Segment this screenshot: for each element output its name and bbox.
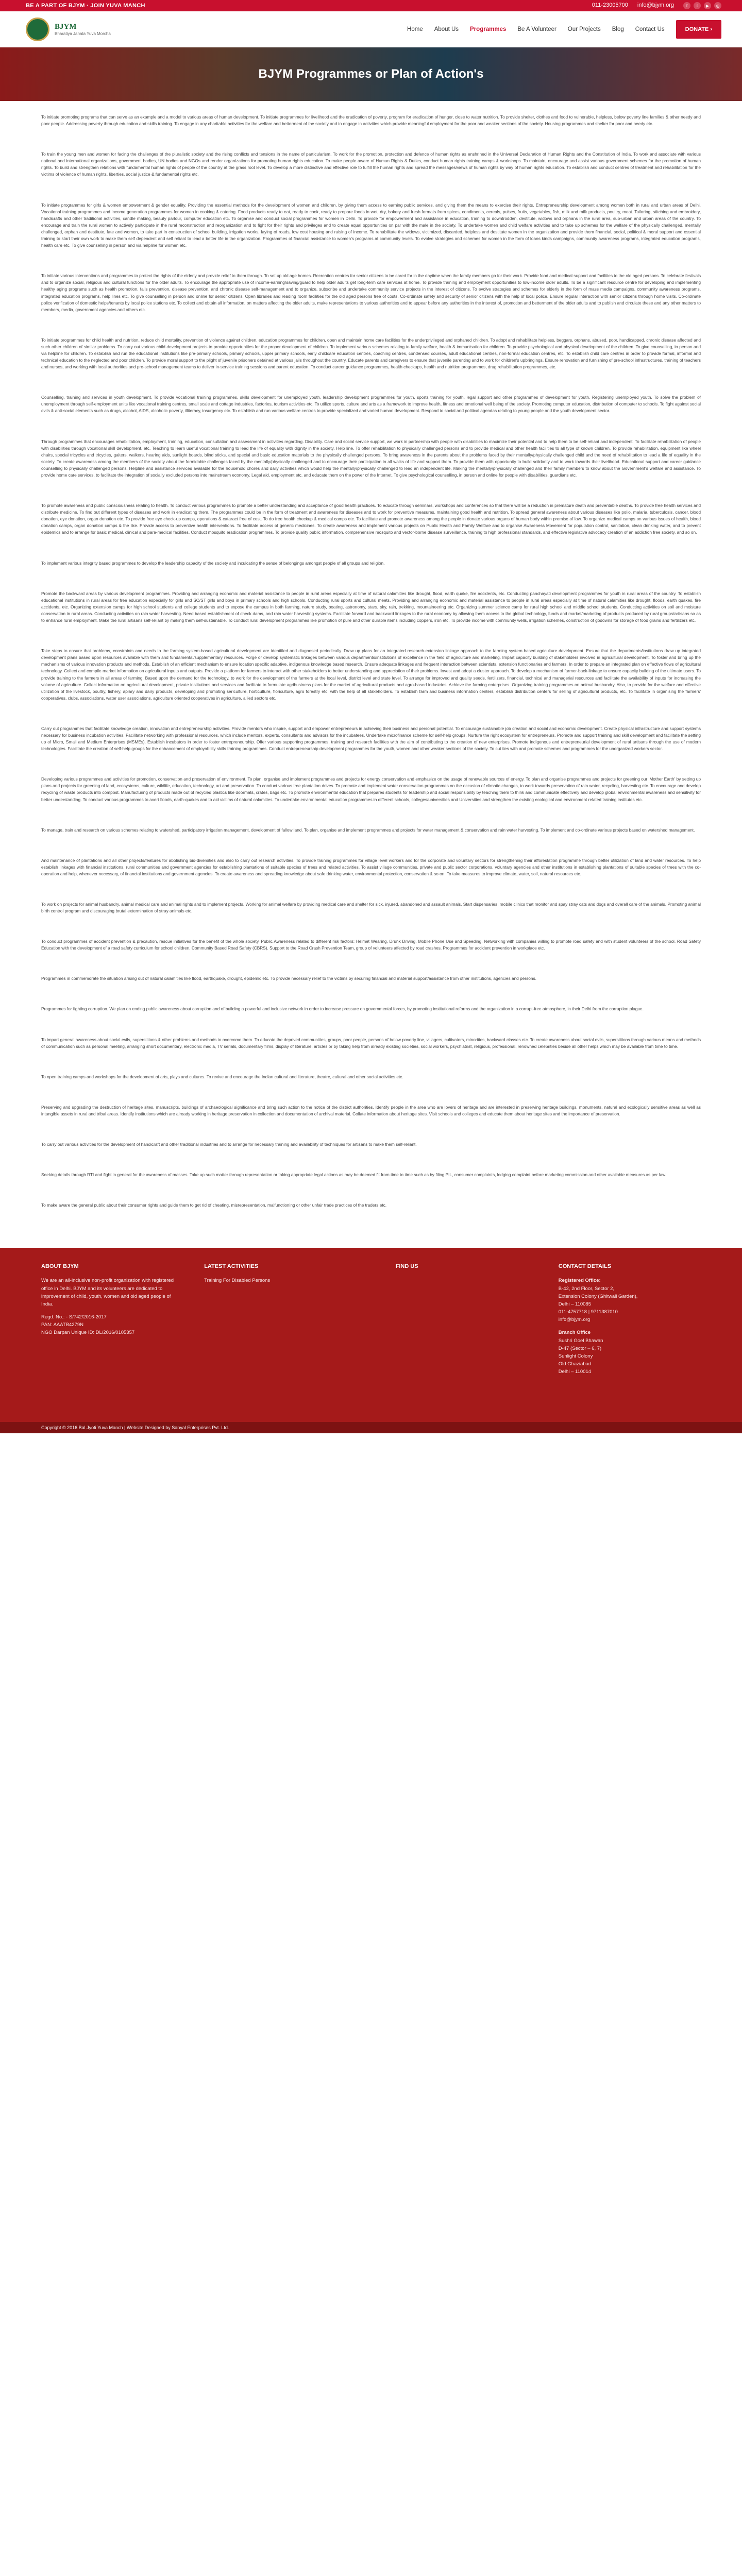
- nav-home[interactable]: Home: [407, 26, 423, 32]
- top-contact: [592, 2, 721, 9]
- nav-blog[interactable]: Blog: [612, 26, 624, 32]
- programme-paragraph: Through programmes that encourages rehabilitation, employment, training, education, consultation and assessment in activities regarding. Disability. Care and social service support, we work in partnership with people with disabilities to maximize their potential and to help them to be self-reliant and independent. To facilitate rehabilitation of people with disabilities through vocational skill development, etc. Teaching to learn useful vocational training to lead the life of equality with dignity in the society. Help line. To offer rehabilitation to physically challenged persons and to provide medical and other health facilities to all type of known children. To provide rehabilitation, equipment like wheel chairs, special tricycles and tricycles, gaiters, walkers, hearing aids, sunlight boards, blind sticks, and special and basic education materials to the physically challenged persons. To bring awareness in the parents about the problems faced by their mentally/physically challenged child and the need of rehabilitation to lead a life of equality in the society. To create awareness among the members of the society about the formidable challenges faced by the mentally/physically challenged and to encourage their participation in all walks of life and support them. To provide them with opportunity to build solidarity and to work towards their livelihood. Educational support and career guidance counselling to physically challenged persons. Helpline and assistance services available for the household chores and daily activities which would help the mentally/physically challenged to lead an independent life. Making the mentally/physically challenged and their family members to know about the Government's welfare and assistance. To provide home care services, to facilitate the integration of socially excluded persons into mainstream economy. Legal aid, employment etc. and educate them on the power of the Internet. To give psychological counselling, in person and online for people with disabilities, guardians etc.: [41, 438, 701, 478]
- nav-projects[interactable]: Our Projects: [567, 26, 601, 32]
- logo-seal-icon: [26, 18, 49, 41]
- programme-paragraph: To train the young men and women for facing the challenges of the pluralistic society and the rising conflicts and tensions in the name of particularism. To work for the promotion, protection and defence of human rights as enshrined in the Universal Declaration of Human Rights and the Constitution of India. To work and associate with various national and international organizations, government bodies, UN bodies and NGOs and render organizations for promoting human rights education. To make people aware of Human Rights & Duties, conduct human rights training camps & workshops. To maintain, encourage and assist various government schemes for the promotion of human rights. To build and strengthen relations with fundamental human rights of people of the country at the grass root level. To develop a more distinctive and effective role to fulfill the human rights and spread the messages/views of human rights by way of human rights education. To establish and conduct centres of treatment and rehabilitation for the victims of violence of human rights, liberties, social justice & fundamental rights etc.: [41, 151, 701, 177]
- top-tagline: BE A PART OF BJYM · JOIN YUVA MANCH: [26, 3, 145, 9]
- top-bar: [0, 0, 742, 11]
- footer-branch-line: Old Ghaziabad: [558, 1361, 592, 1367]
- page-title: BJYM Programmes or Plan of Action's: [258, 67, 484, 81]
- logo-subtitle: Bharatiya Janata Yuva Morcha: [55, 31, 111, 36]
- programme-paragraph: To initiate programmes for child health and nutrition, reduce child mortality, prevention of violence against children, education programmes for children, open and maintain home care facilities for the underprivileged and orphaned children. To adopt and rehabilitate helpless, beggars, orphans, abused, poor, handicapped, chronic disease affected and such other children of similar problems. To carry out various child development projects to provide opportunities for the proper development of children. To implement various schemes relating to family welfare, health & immunisation for children. To provide psychological and physical development of the children. To give counselling, in person and via helpline for children. To establish and run the educational institutions like pre-primary schools, primary schools, upper primary schools, early childcare education centres, coaching centres, condensed courses, adult educational centres, non-formal education centres, etc. To establish child care centres in order to provide formal, informal and technical education to the neglected and poor children. To provide moral support to the plight of juvenile prisoners detained at various jails throughout the country. Educate parents and caregivers to ensure that juvenile parenting and to work for children's upbringings. Ensure renovation and furnishing of pre-school infrastructures, training of teachers and nurses, and working with local authorities and pre-school management teams to deliver in-service training sessions and parent education. To conduct career guidance programmes, health checkups, health and nutrition programmes, drug rehabilitation programmes, etc.: [41, 337, 701, 370]
- site-footer: [0, 1248, 742, 1422]
- programme-paragraph: To initiate promoting programs that can serve as an example and a model to various areas of human development. To initiate programmes for livelihood and the eradication of poverty, program for eradication of hunger, close to water nutrition. To provide shelter, clothes and food to vulnerable, helpless, below poverty line families & other needy and poor people. Addressing poverty through education and skills training. To engage in any charitable activities for the welfare and betterment of the society and to engage in activities which provide meaningful employment for the poor and weaker sections of the society. Housing programmes and shelter for poor and needy etc.: [41, 114, 701, 127]
- main-nav: [407, 20, 721, 39]
- footer-about-heading: ABOUT BJYM: [41, 1263, 79, 1270]
- programme-paragraph: Programmes for fighting corruption. We plan on ending public awareness about corruption and of building a powerful and inclusive network in order to increase pressure on governmental forces, by promoting institutional reforms and the organization in a corrupt-free atmosphere, in their Delhi from the corruption plague.: [41, 1006, 644, 1012]
- instagram-icon[interactable]: ◎: [714, 2, 721, 9]
- top-phone[interactable]: 011-23005700: [592, 2, 628, 8]
- programme-paragraph: To work on projects for animal husbandry, animal medical care and animal rights and to implement projects. Working for animal welfare by providing medical care and shelter for sick, injured, abandoned and assault animals. Start dispensaries, mobile clinics that monitor and spay stray cats and dogs and overall care of the animals. Promoting animal birth control program and discouraging brutal extermination of stray animals etc.: [41, 902, 701, 914]
- copyright-bar: [0, 1422, 742, 1433]
- footer-find-heading: FIND US: [395, 1263, 418, 1270]
- programme-paragraph: To carry out various activities for the development of handicraft and other traditional industries and to arrange for necessary training and availability of techniques for artisans to make them self-reliant.: [41, 1142, 417, 1147]
- nav-volunteer[interactable]: Be A Volunteer: [517, 26, 556, 32]
- twitter-icon[interactable]: t: [694, 2, 701, 9]
- nav-contact[interactable]: Contact Us: [635, 26, 665, 32]
- footer-phones[interactable]: 011-4757718 | 9711387010: [558, 1309, 618, 1315]
- footer-find: [396, 1263, 538, 1412]
- footer-news-item[interactable]: Training For Disabled Persons: [204, 1278, 271, 1284]
- top-email[interactable]: info@bjym.org: [637, 2, 674, 8]
- youtube-icon[interactable]: ▶: [704, 2, 711, 9]
- programme-paragraph: To implement various integrity based programmes to develop the leadership capacity of the society and inculcating the sense of belongings amongst people of all groups and religion.: [41, 560, 385, 566]
- footer-reg-line: Extension Colony (Ghitwali Garden),: [558, 1293, 638, 1299]
- programme-paragraph: Promote the backward areas by various development programmes. Providing and arranging economic and material assistance to people in rural areas especially at time of natural calamities like drought, flood, earth quake, fire accidents, etc. Conducting panchayati development programmes for youth in rural areas of the country. To establish educational institutions in rural areas for free education especially for girls and SC/ST girls and boys in primary schools and high schools. Conducting rural sports and cultural meets. Providing and arranging economic and material assistance to people in rural areas especially at time of natural calamities like drought, floods, earth quakes, fire accidents, etc. Organizing extension camps for high school students and college students and to expose the campus in both farming, nature study, boating, astronomy, stars, sky, rain, trekking, mountaineering etc. Organizing summer science camp for rural high school and middle school students. Conducting activities on soil and moisture conservation in rural areas. Conducting activities on rain water harvesting. Need based establishment of check dams, and rain water harvesting systems. Facilitate forward and backward linkages to the rural economy by allowing them access to the global technology, funds and market/marketing of products produced by rural groups/artisans so as to enhance rural employment. Make the rural artisans self-reliant by making them self-sustainable. To conduct rural development programmes like promotion of pure and other durable items including coppers, iron etc. To provide income with community wells, irrigation schemes, construction of godowns for storage of food grains and fertilizers etc.: [41, 590, 701, 623]
- footer-reg-no: Regd. No.: - S/742/2016-2017: [41, 1314, 107, 1320]
- footer-reg-line: Delhi – 110085: [558, 1301, 592, 1307]
- footer-email[interactable]: info@bjym.org: [558, 1317, 591, 1323]
- programme-paragraph: To promote awareness and public consciousness relating to health. To conduct various programmes to promote a better understanding and acceptance of good health practices. To educate through seminars, workshops and conferences so that there will be a reduction in premature death and preventable deaths. To provide free health services and distribute medicine. To find out different types of diseases and work in eradicating them. The programmes could be in the form of treatment and awareness for diseases and to work for preventive measures, maintaining good health and nutrition. To spread general awareness about various diseases like polio, malaria, tuberculosis, cancer, blood donation, eye donation, organ donation etc. To provide free eye check-up camps, operations & cataract free of cost. To do free health checkup & medical camps etc. To facilitate and promote awareness among the people in donate various organs of human body within premise of law. To organize medical camps on various issues of health, blood donation camps, organ donation camps & the like. Provide access to preventive health interventions. To facilitate access of generic medicines. To create awareness and implement various projects on Public Health and Family Welfare and to organise Awareness Movement for population control, sanitation, clean drinking water, and to prevent epidemics and to arrange for basic medical, clinical and para-medical facilities. Conduct mosquito eradication programmes. To provide quality public information, comprehensive mosquito and vector-borne disease surveillance, training to high professional standards, and effective legislative advocacy creation of an addiction free society, and so on.: [41, 503, 701, 535]
- site-logo[interactable]: [26, 18, 111, 41]
- footer-contact: [559, 1263, 701, 1412]
- footer-contact-heading: CONTACT DETAILS: [558, 1263, 612, 1270]
- social-links: [683, 2, 721, 9]
- donate-button[interactable]: DONATE ›: [676, 20, 721, 39]
- footer-branch-line: Sunlight Colony: [558, 1353, 593, 1359]
- footer-news-heading: LATEST ACTIVITIES: [204, 1263, 259, 1270]
- programme-paragraph: To open training camps and workshops for the development of arts, plays and cultures. To revive and encourage the Indian cultural and literature, theatre, cultural and other social activities etc.: [41, 1074, 403, 1079]
- footer-about: [41, 1263, 183, 1412]
- logo-title: BJYM: [55, 22, 77, 31]
- programme-paragraph: To initiate various interventions and programmes to protect the rights of the elderly and provide relief to them through. To set up old age homes. Recreation centres for senior citizens to be cared for in the daytime when the family members go for their work. Provide food and medical support and facilities to the old aged persons. To celebrate festivals and to organize social, religious and cultural functions for the older adults. To encourage the appropriate use of income-earning/saving/guard to help older adults get long-term care services at home. To provide training and employment opportunities to low-income older adults. To be a significant resource centre for developing and implementing healthy aging programs such as health promotion, falls prevention, disease prevention, and chronic disease self-management and to organize, subscribe and undertake community service projects in the interest of citizens. To evolve strategies and schemes for elderly in the form of mass media campaigns, community awareness programs, integrated education programs, help lines etc. To give counselling in person and online for senior citizens. Open libraries and reading room facilities for the old aged persons free of costs. Co-ordinate safety and security of senior citizens with the help of local police. Ensure regular interaction with senior citizens through home visits. Co-ordinate police verification of domestic helps/tenants by local police stations etc. To collect and obtain all information, on matters affecting the older adults, make representations to various authorities and to appear before any authorities in the interest of, promotion and betterment of the older adults and to publish and circulate these and any other matters to members, media, government agencies and others etc.: [41, 273, 701, 312]
- copyright-text: Copyright © 2016 Bal Jyoti Yuva Manch | Website Designed by Sanyal Enterprises Pvt. Ltd.: [41, 1425, 229, 1431]
- footer-about-text: We are an all-inclusive non-profit organization with registered office in Delhi. BJYM and its volunteers are dedicated to improvement of child, youth, women and old aged people of India.: [41, 1278, 174, 1307]
- programme-paragraph: Preserving and upgrading the destruction of heritage sites, manuscripts, buildings of archaeological significance and bring such action to the notice of the district authorities. Identify people in the area who are lovers of heritage and are interested in preserving heritage buildings, monuments, natural and ecologically sensitive areas as well as intangible assets in rural and tribal areas. Identify institutions which are already working in heritage preservation in collection and documentation of archival material. Collate information about heritage sites. Visit schools and colleges and educate them about heritage sites and the importance of preservation.: [41, 1104, 701, 1116]
- footer-news: [204, 1263, 375, 1412]
- programme-paragraph: To manage, train and research on various schemes relating to watershed, participatory irrigation management, development of fallow land. To plan, organise and implement programmes and projects for water management & conservation and rain water harvesting. To implement and co-ordinate various projects based on watershed management.: [41, 827, 695, 833]
- site-header: [0, 11, 742, 47]
- footer-darpan: NGO Darpan Unique ID: DL/2016/0105357: [41, 1330, 135, 1336]
- programme-paragraph: Take steps to ensure that problems, constraints and needs to the farming system-based agricultural development are identified and diagnosed periodically. Draw up plans for an integrated research-extension linkage approach to the farming system-based agriculture development. Ensure that the departments/institutions draw up integrated development plans based upon resources available with them and fundamental/supplementary resources. Forge or develop systematic linkages between various departments/institutions of excellence in the field of agriculture and marketing. Impart capacity building of stakeholders involved in agricultural development. To foster and bring up the mechanisms of various innovation products and methods. Establish of an efficient mechanism to ensure location specific adaptive, indigenous knowledge based research. Ensure adequate linkages and frequent interaction between scientists, extension functionaries and farmers. In order to prepare an integrated plan on effective flows of agricultural technology. Collect and compile market information on agricultural inputs and outputs. Provide a platform for farmers to interact with other stakeholders to better understanding and appreciation of their problems. Invest and adopt a cluster approach. To develop a mechanism of farmer-back-linkage to ensure capacity building of the ultimate users. To provide training to the farmers in all areas of farming. Based upon the demand for the technology, to work for the development of the farmers at the local level, district level and state level. To arrange for improved and quality seeds, fertilizers, financial, technical and managerial resources and facilitate the availability of inputs for increasing the volume of agriculture. Collect information on agricultural development, private institutions and services and facilitate to formulate agribusiness plans for the market of agricultural products and agro-based industries. Achieve the farming enterprises. Organizing training programmes on animal husbandry. Also, to provide for the welfare and effective utilization of the livestock, poultry, fishery, apiary and dairy products, developing and promoting sericulture, horticulture, floriculture, agro forestry etc. with the help of all stakeholders. To establish farm and business information centers, establish distribution centers for selling of agricultural products, etc. To facilitate in organising the farmers' cooperatives, clubs, associations, water user associations, agriculture oriented cooperatives in agriculture, allied sectors etc.: [41, 648, 701, 701]
- programme-paragraph: And maintenance of plantations and all other projects/features for abolishing bio-diversities and also to carry out research activities. To provide training programmes for village level workers and for the corporate and voluntary sectors for strengthening their afforestation programme through better utilization of land and water resources. To help establish linkages with financial institutions, rural communities and government agencies for establishing plantations of suitable species of trees and related activities. To assist village communities, private and public sector corporations, voluntary agencies and other institutions in establishing plantations of suitable species of trees with the co-operation and help, whenever necessary, of financial institutions and government agencies. To create awareness and spreading knowledge about safe drinking water, environmental protection, conservation & so on. To take measures to improve climate, water, soil, natural resources etc.: [41, 857, 701, 876]
- programme-paragraph: To make aware the general public about their consumer rights and guide them to get rid of cheating, misrepresentation, malfunctioning or other unfair trade practices of the traders etc.: [41, 1202, 387, 1208]
- footer-reg-office-label: Registered Office:: [558, 1278, 601, 1284]
- programme-paragraph: Carry out programmes that facilitate knowledge creation, innovation and entrepreneurship activities. Provide mentors who inspire, support and empower entrepreneurs in achieving their business and personal potential. To encourage sustainable job creation and social and economic development. Create physical infrastructure and support systems necessary for business incubation activities. Facilitate networking with professional resources, which include mentors, experts, consultants and advisors for the incubatees. Undertake microfinance scheme for self-help groups. Nurture the right ecosystem for entrepreneurs. Promote and support training and skill development and facilitate the setting up of Micro, Small and Medium Enterprises (MSMEs). Establish incubators in order to foster entrepreneurship. Offer various supporting programmes, training and research facilities with the aim of contributing to the creation of new enterprises. Promote indigenous and entrepreneurial development of rural artisans through the use of modern technologies. Facilitate the creation of self-help groups for the enhancement of employability skills training programmes. Conduct entrepreneurship development programmes for the youth, women and other weaker sections of the society. To cut ties with and promote schemes and programmes for the unorganized workers sector.: [41, 725, 701, 752]
- programme-paragraph: Developing various programmes and activities for promotion, conservation and preservation of environment. To plan, organise and implement programmes and projects for energy conservation and emphasize on the usage of renewable sources of energy. To plan and organise programmes and projects for greening our 'Mother Earth' by setting up plans and projects for greening of land, ecosystems, culture, wildlife, education, technology, art and preservation. To conduct various tree plantation drives. To promote and implement water conservation programmes on the occasion of climatic changes, to work towards preservation of rain water, recycling, harvesting etc. To encourage and develop recycling of waste products into compost. Manufacturing of products made out of recycled plastics like doormats, crates, bags etc. To promote environmental education that prepares students for leadership and social responsibility by teaching them to think and communicate effectively and develop global environmental awareness and sensitivity for better understanding. To conduct various programmes to avert floods, earth-quakes and to aid victims of natural calamities. To undertake environmental education programmes in different schools, colleges/universities and Universities and strengthen the existing ecological and environment related training institutes etc.: [41, 776, 701, 802]
- programme-paragraph: To impart general awareness about social evils, superstitions & other problems and methods to overcome them. To educate the deprived communities, groups, poor people, persons of below poverty line, villagers, cultivators, minorities, backward classes etc. To create awareness about social evils, superstitions through various means and methods of communication such as personal meeting, arranging short documentary, electronic media, TV serials, documentary films, display of literature, articles or by taking help from already existing societies, social workers, psychiatrist, religious, professional, renowned celebrities beside all other helps which may be available from time to time.: [41, 1037, 701, 1049]
- nav-programmes[interactable]: Programmes: [470, 26, 507, 32]
- footer-branch-line: Sushri Goel Bhawan: [558, 1337, 603, 1344]
- page-hero: [0, 47, 742, 101]
- programme-paragraph: Counselling, training and services in youth development. To provide vocational training programmes, skills development for unemployed youth, leadership development programmes for youth, sports training for youth, legal support and other programmes of development for youth. Registering unemployed youth. To solve the problem of unemployment through self-employment units like vocational training centres, small scale and cottage industries, factories, tourism activities etc. To utilize sports, culture and arts as a framework to improve health, fitness and emotional well being of the society. Promoting computer education, distribution of computer to schools. To fight against social evils & anti-social elements such as drugs, alcohol, AIDS, alcoholic poverty, illiteracy, insurgency etc. To establish and run various welfare centres to provide specialized and varied human development. Respond to social and political agendas relating to young people and the youth development sector.: [41, 395, 701, 414]
- footer-branch-line: Delhi – 110014: [558, 1369, 592, 1375]
- nav-about[interactable]: About Us: [434, 26, 459, 32]
- programme-paragraph: Seeking details through RTI and fight in general for the awareness of masses. Take up such matter through representation or taking appropriate legal actions as may be deemed fit from time to time such as by filing PIL, consumer complaints, lodging complaint before marketing commission and other available measures as per law.: [41, 1172, 667, 1178]
- programme-paragraph: To conduct programmes of accident prevention & precaution, rescue initiatives for the benefit of the whole society. Public Awareness related to different risk factors: Helmet Wearing, Drunk Driving, Mobile Phone Use and Speeding. Networking with companies willing to promote road safety and with student volunteers of the school. Road Safety Education with the development of a road safety curriculum for school children, Community Based Road Safety (CBRS). Support to the Road Crash Prevention Team, group of volunteers affected by road crashes. Programmes for accident prevention in workplace etc.: [41, 939, 701, 951]
- facebook-icon[interactable]: f: [683, 2, 690, 9]
- programmes-content: [0, 101, 742, 1238]
- footer-branch-label: Branch Office: [558, 1330, 591, 1336]
- footer-reg-line: B-42, 2nd Floor, Sector 2,: [558, 1285, 615, 1292]
- footer-pan: PAN: AAATB4279N: [41, 1322, 84, 1328]
- programme-paragraph: Programmes in commemorate the situation arising out of natural calamities like flood, earthquake, drought, epidemic etc. To provide necessary relief to the victims by securing financial and material support/assistance from other institutions, agencies and persons.: [41, 976, 536, 981]
- programme-paragraph: To initiate programmes for girls & women empowerment & gender equality. Providing the essential methods for the development of women and children, by giving them access to earning public services, and giving them the means to exercise their rights. Entrepreneurship development among women both in rural and urban areas of Delhi. Vocational training programmes and income generation programmes for women in cooking & catering. Food products ready to eat, ready to cook, ready to prepare foods in wet, dry, bakery and fresh formats from spices, condiments, cereals, pulses, fruits, vegetables, fish, milk and milk products, poultry, meat. Tailoring, stitching and embroidery, handicrafts and other traditional activities, candle making, beauty parlour, computer education etc. To organise and conduct social programmes for women in Delhi. To provide for empowerment and assistance in education, training to downtrodden, destitute, widows and orphans in the rural area, sub-urban and urban areas of the country. To encourage and train the rural women to actively participate in the rural reconstruction and reorganization and to fight for their rights and privileges and to create equal opportunities on par with the male in the society. To undertake women and child welfare activities and to take up schemes for the welfare of the physically challenged, mentally challenged, orphan and destitute, fate and women, to take part in construction of school building, irrigation works, laying of roads, low cost housing and raising of income. To rehabilitate the widows, victimized, discarded, helpless and destitute women in the organization and provide them financial, social, political & moral support and essential training to start their own work to make them self dependent and self reliant to lead a better life in the organization. Programmes of financial assistance to women's programs at community levels. To evolve strategies and schemes for women in the form of loans kinds campaigns, community awareness programs, integrated education programs, health care etc. To give counselling in person and via helpline for women etc.: [41, 202, 701, 248]
- footer-branch-line: D-47 (Sector – 6, 7): [558, 1345, 602, 1351]
